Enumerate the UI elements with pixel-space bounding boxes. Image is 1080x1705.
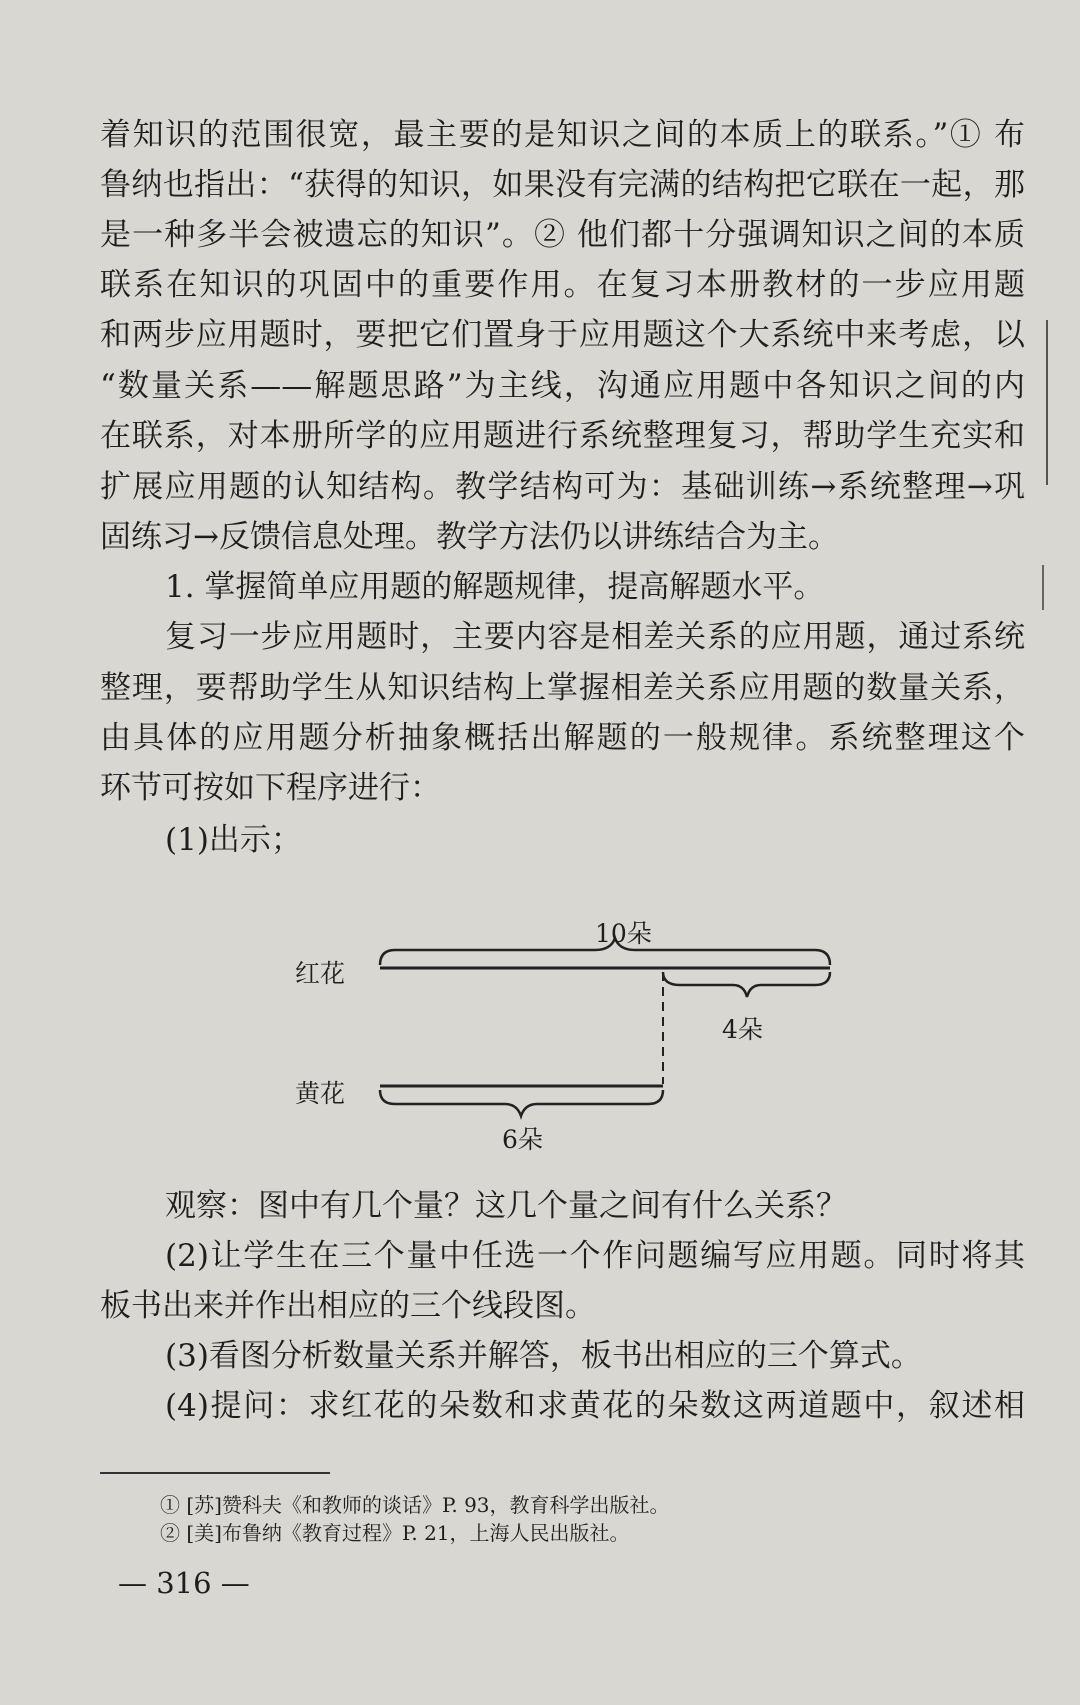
yellow-count-label: 6朵 [502, 1125, 543, 1154]
footnote-rule [100, 1472, 330, 1474]
yellow-flower-label: 黄花 [295, 1079, 346, 1108]
body-line-8: 扩展应用题的认知结构。教学结构可为：基础训练→系统整理→巩 [100, 469, 1025, 505]
body-line-1: 着知识的范围很宽，最主要的是知识之间的本质上的联系。”① 布 [100, 117, 1025, 153]
step-1: (1)出示； [165, 822, 302, 858]
body-line-5: 和两步应用题时，要把它们置身于应用题这个大系统中来考虑，以 [100, 317, 1025, 353]
body-line-6: “数量关系——解题思路”为主线，沟通应用题中各知识之间的内 [100, 368, 1025, 404]
page-number: — 316 — [118, 1566, 250, 1600]
footnote-2: ② [美]布鲁纳《教育过程》P. 21，上海人民出版社。 [160, 1521, 630, 1545]
body-line-7: 在联系，对本册所学的应用题进行系统整理复习，帮助学生充实和 [100, 418, 1025, 454]
yellow-brace [380, 1090, 663, 1116]
red-flower-label: 红花 [295, 959, 346, 988]
body-line-11: 复习一步应用题时，主要内容是相差关系的应用题，通过系统 [165, 619, 1025, 655]
body-line-9: 固练习→反馈信息处理。教学方法仍以讲练结合为主。 [100, 519, 839, 555]
difference-label: 4朵 [722, 1015, 763, 1044]
step-2: (2)让学生在三个量中任选一个作问题编写应用题。同时将其 [165, 1238, 1025, 1274]
body-line-3: 是一种多半会被遗忘的知识”。② 他们都十分强调知识之间的本质 [100, 217, 1025, 253]
body-line-12: 整理，要帮助学生从知识结构上掌握相差关系应用题的数量关系， [100, 670, 1025, 706]
body-line-14: 环节可按如下程序进行： [100, 770, 441, 806]
red-count-label: 10朵 [595, 919, 652, 948]
step-4: (4)提问：求红花的朵数和求黄花的朵数这两道题中，叙述相 [165, 1388, 1025, 1424]
body-line-13: 由具体的应用题分析抽象概括出解题的一般规律。系统整理这个 [100, 720, 1025, 756]
body-line-4: 联系在知识的巩固中的重要作用。在复习本册教材的一步应用题 [100, 267, 1025, 303]
footnote-1: ① [苏]赞科夫《和教师的谈话》P. 93，教育科学出版社。 [160, 1493, 670, 1517]
step-2-cont: 板书出来并作出相应的三个线段图。 [100, 1288, 596, 1324]
step-3: (3)看图分析数量关系并解答，板书出相应的三个算式。 [165, 1338, 922, 1374]
step-observe: 观察：图中有几个量？这几个量之间有什么关系？ [165, 1188, 847, 1224]
difference-brace [663, 972, 830, 997]
body-line-2: 鲁纳也指出：“获得的知识，如果没有完满的结构把它联在一起，那 [100, 167, 1025, 203]
section-heading: 1. 掌握简单应用题的解题规律，提高解题水平。 [165, 569, 825, 605]
